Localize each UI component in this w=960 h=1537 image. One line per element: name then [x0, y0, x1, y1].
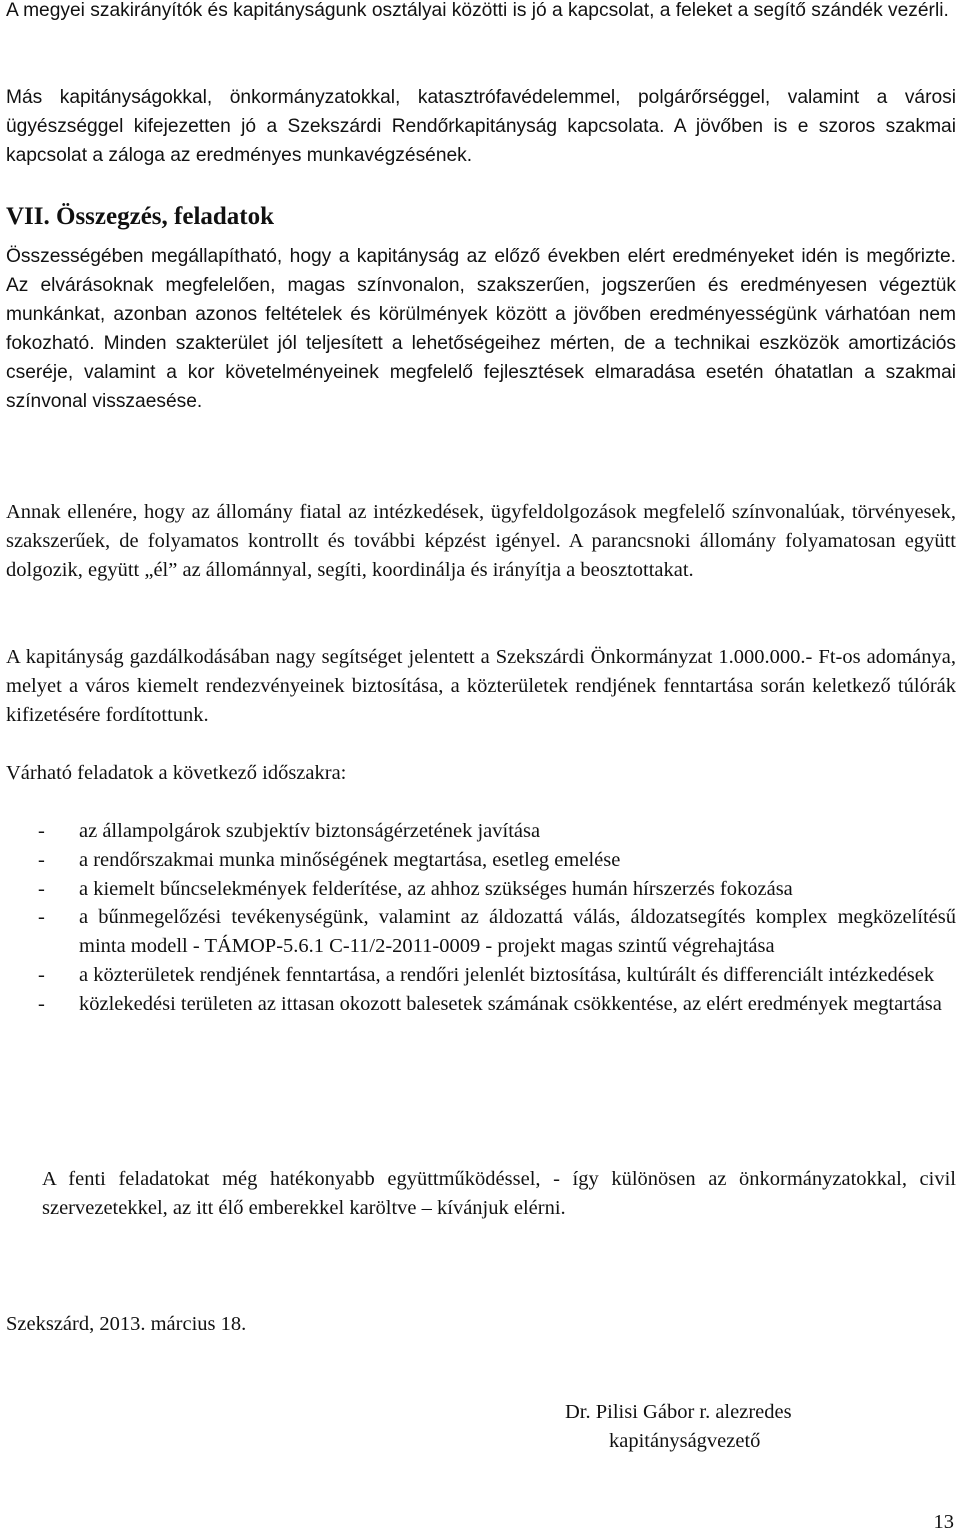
list-dash: -	[38, 906, 45, 929]
tasks-list	[6, 817, 956, 1019]
list-item	[6, 961, 956, 990]
tasks-intro: Várható feladatok a következő időszakra:	[6, 762, 347, 784]
list-item-text: a közterületek rendjének fenntartása, a rendőri jelenlét biztosítása, kultúrált és differenciált intézkedések	[79, 963, 935, 986]
paragraph-closing: A fenti feladatokat még hatékonyabb együttműködéssel, - így különösen az önkormányzatokkal, civil szervezetekkel, az itt élő emberekkel karöltve – kívánjuk elérni.	[42, 1168, 956, 1219]
list-dash: -	[38, 963, 45, 986]
paragraph-summary: Összességében megállapítható, hogy a kapitányság az előző években elért eredményeket idén is megőrizte. Az elvárásoknak megfelelően, magas színvonalon, szakszerűen, jogszerűen és eredményesen végeztük munkánkat, azonban azonos feltételek és körülmények között a jövőben eredményességünk várhatóan nem fokozható. Minden szakterület jól teljesített a lehetőségeihez mérten, de a technikai eszközök amortizációs cseréje, valamint a kor követelményeinek megfelelő fejlesztések elmaradása esetén óhatatlan a szakmai színvonal visszaesése.	[6, 246, 956, 412]
list-item	[6, 817, 956, 846]
list-item-text: a bűnmegelőzési tevékenységünk, valamint az áldozattá válás, áldozatsegítés komplex megközelítésű minta modell - TÁMOP-5.6.1 C-11/2-2011-0009 - projekt magas szintű végrehajtása	[79, 906, 956, 958]
list-item	[6, 846, 956, 875]
list-dash: -	[38, 992, 45, 1015]
list-item-text: közlekedési területen az ittasan okozott balesetek számának csökkentése, az elért eredmények megtartása	[79, 992, 942, 1015]
signature-name: Dr. Pilisi Gábor r. alezredes	[565, 1401, 792, 1423]
signature-role: kapitányságvezető	[609, 1430, 761, 1452]
signature-block	[565, 1398, 865, 1456]
paragraph-staff: Annak ellenére, hogy az állomány fiatal az intézkedések, ügyfeldolgozások megfelelő színvonalúak, törvényesek, szakszerűek, de folyamatos kontrollt és további képzést igényel. A parancsnoki állomány folyamatosan együtt dolgozik, együtt „él” az állománnyal, segíti, koordinálja és irányítja a beosztottakat.	[6, 501, 956, 581]
paragraph-finances: A kapitányság gazdálkodásában nagy segítséget jelentett a Szekszárdi Önkormányzat 1.000.000.- Ft-os adománya, melyet a város kiemelt rendezvényeinek biztosítása, a közterületek rendjének fenntartása során keletkező túlórák kifizetésére fordítottunk.	[6, 646, 956, 726]
list-dash: -	[38, 877, 45, 900]
list-item-text: az állampolgárok szubjektív biztonságérzetének javítása	[79, 820, 541, 842]
list-item	[6, 903, 956, 961]
list-item-text: a rendőrszakmai munka minőségének megtartása, esetleg emelése	[79, 848, 621, 871]
list-item	[6, 990, 956, 1019]
paragraph-county-relations: A megyei szakirányítók és kapitányságunk osztályai közötti is jó a kapcsolat, a feleket a segítő szándék vezérli.	[6, 0, 949, 21]
page-number: 13	[933, 1511, 954, 1533]
place-date: Szekszárd, 2013. március 18.	[6, 1313, 247, 1335]
list-dash: -	[38, 848, 45, 871]
list-item-text: a kiemelt bűncselekmények felderítése, az ahhoz szükséges humán hírszerzés fokozása	[79, 877, 793, 900]
list-dash: -	[38, 820, 45, 842]
list-item	[6, 875, 956, 904]
section-heading: VII. Összegzés, feladatok	[6, 203, 275, 230]
paragraph-external-relations: Más kapitányságokkal, önkormányzatokkal, katasztrófavédelemmel, polgárőrséggel, valamint a városi ügyészséggel kifejezetten jó a Szekszárdi Rendőrkapitányság kapcsolata. A jövőben is e szoros szakmai kapcsolat a záloga az eredményes munkavégzésének.	[6, 87, 956, 166]
